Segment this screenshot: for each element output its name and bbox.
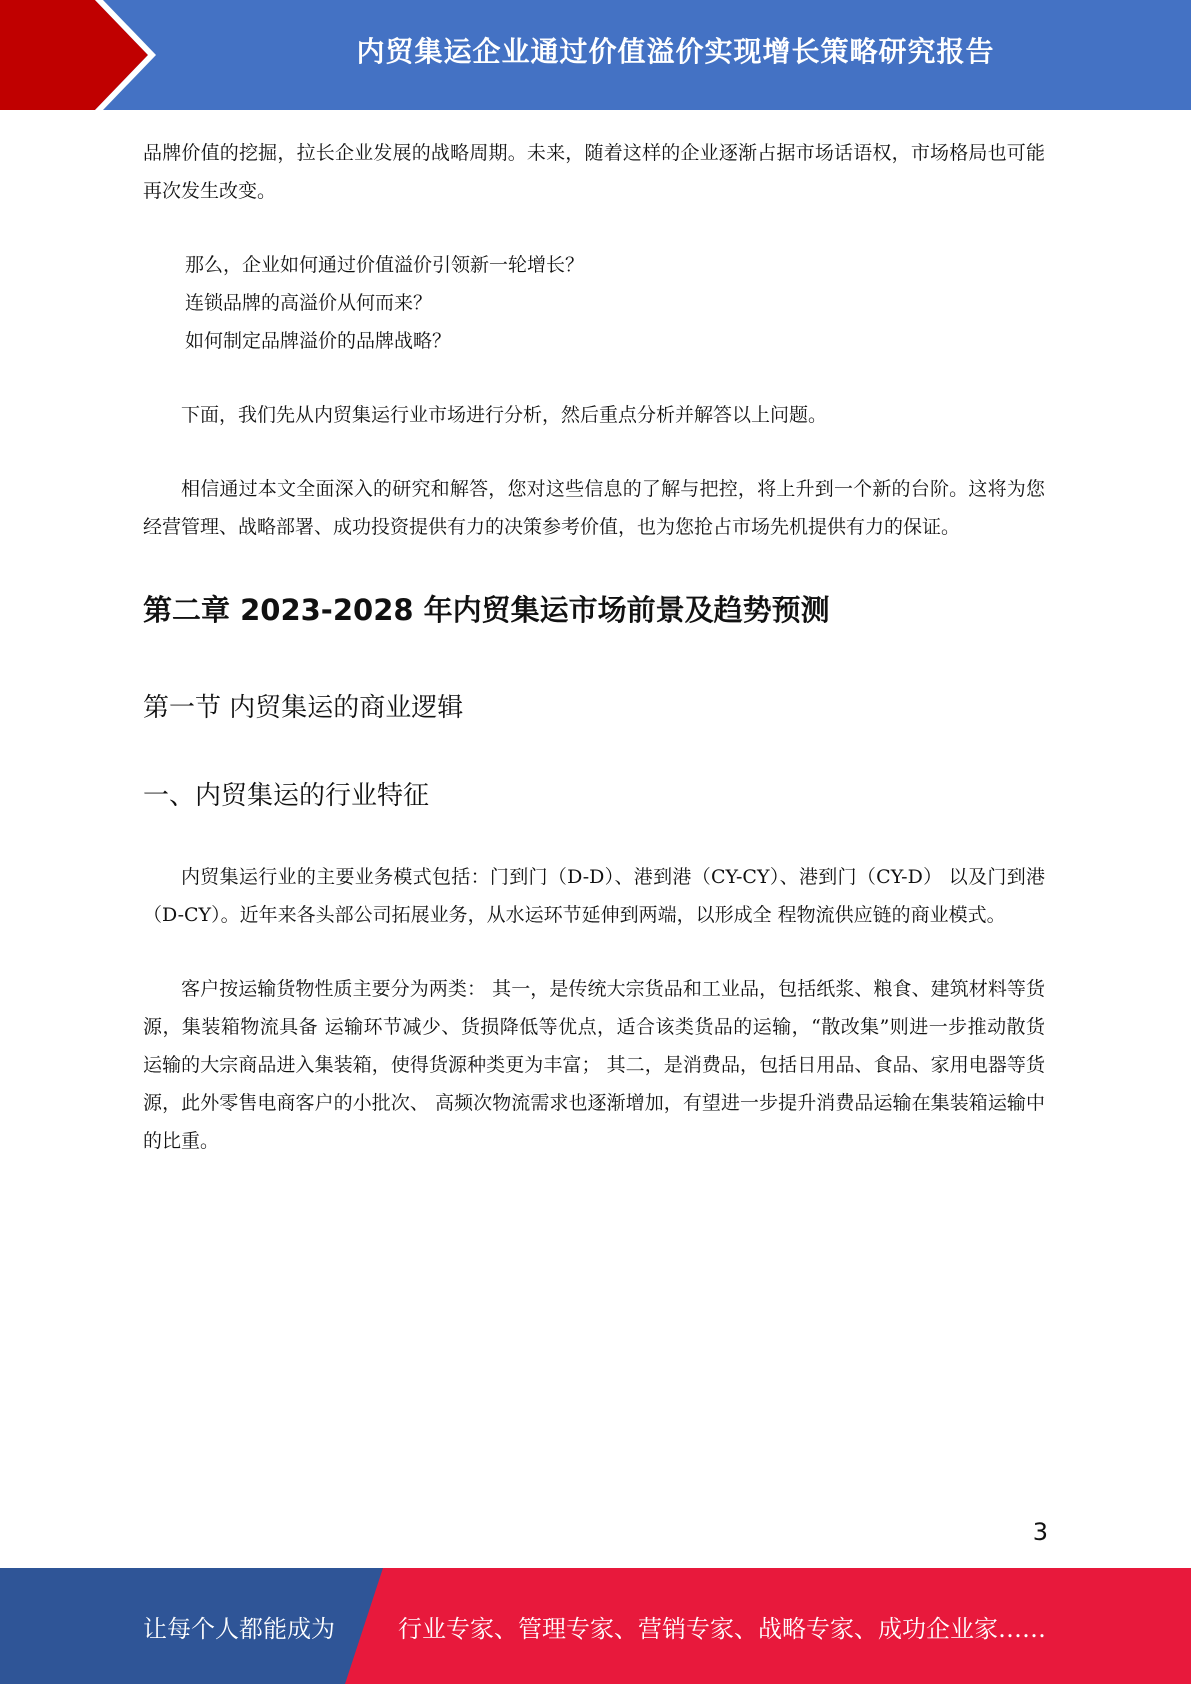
question-item: 如何制定品牌溢价的品牌战略？ <box>185 330 452 352</box>
section-title: 第一节 内贸集运的商业逻辑 <box>143 693 464 723</box>
subsection-title: 一、内贸集运的行业特征 <box>143 781 430 811</box>
footer-slogan-left: 让每个人都能成为 <box>143 1614 335 1643</box>
intro-paragraph: 下面，我们先从内贸集运行业市场进行分析，然后重点分析并解答以上问题。 <box>181 404 828 426</box>
footer-slogan-right: 行业专家、管理专家、营销专家、战略专家、成功企业家…… <box>398 1614 1046 1643</box>
page-header <box>0 0 1191 110</box>
question-item: 连锁品牌的高溢价从何而来？ <box>185 292 433 314</box>
body-paragraph: 内贸集运行业的主要业务模式包括：门到门（D-D）、港到港（CY-CY）、港到门（CY-D） 以及门到港（D-CY）。近年来各头部公司拓展业务，从水运环节延伸到两端，以形成全 程物流供应链的商业模式。 <box>143 866 1045 926</box>
page-number: 3 <box>1032 1518 1048 1546</box>
intro-paragraph: 品牌价值的挖掘，拉长企业发展的战略周期。未来，随着这样的企业逐渐占据市场话语权，市场格局也可能再次发生改变。 <box>143 142 1045 202</box>
body-paragraph: 客户按运输货物性质主要分为两类： 其一，是传统大宗货品和工业品，包括纸浆、粮食、建筑材料等货源，集装箱物流具备 运输环节减少、货损降低等优点，适合该类货品的运输，“散改集”则进一步推动散货 运输的大宗商品进入集装箱，使得货源种类更为丰富； 其二，是消费品，包括日用品、食品、家用电器等货源，此外零售电商客户的小批次、 高频次物流需求也逐渐增加，有望进一步提升消费品运输在集装箱运输中的比重。 <box>143 978 1045 1152</box>
page-content <box>143 134 1045 1160</box>
report-title: 内贸集运企业通过价值溢价实现增长策略研究报告 <box>356 35 995 68</box>
question-item: 那么，企业如何通过价值溢价引领新一轮增长？ <box>185 254 585 276</box>
page-footer <box>0 1568 1191 1684</box>
chapter-title: 第二章 2023-2028 年内贸集运市场前景及趋势预测 <box>143 593 830 627</box>
intro-paragraph: 相信通过本文全面深入的研究和解答，您对这些信息的了解与把控，将上升到一个新的台阶。这将为您经营管理、战略部署、成功投资提供有力的决策参考价值，也为您抢占市场先机提供有力的保证。 <box>143 478 1045 538</box>
